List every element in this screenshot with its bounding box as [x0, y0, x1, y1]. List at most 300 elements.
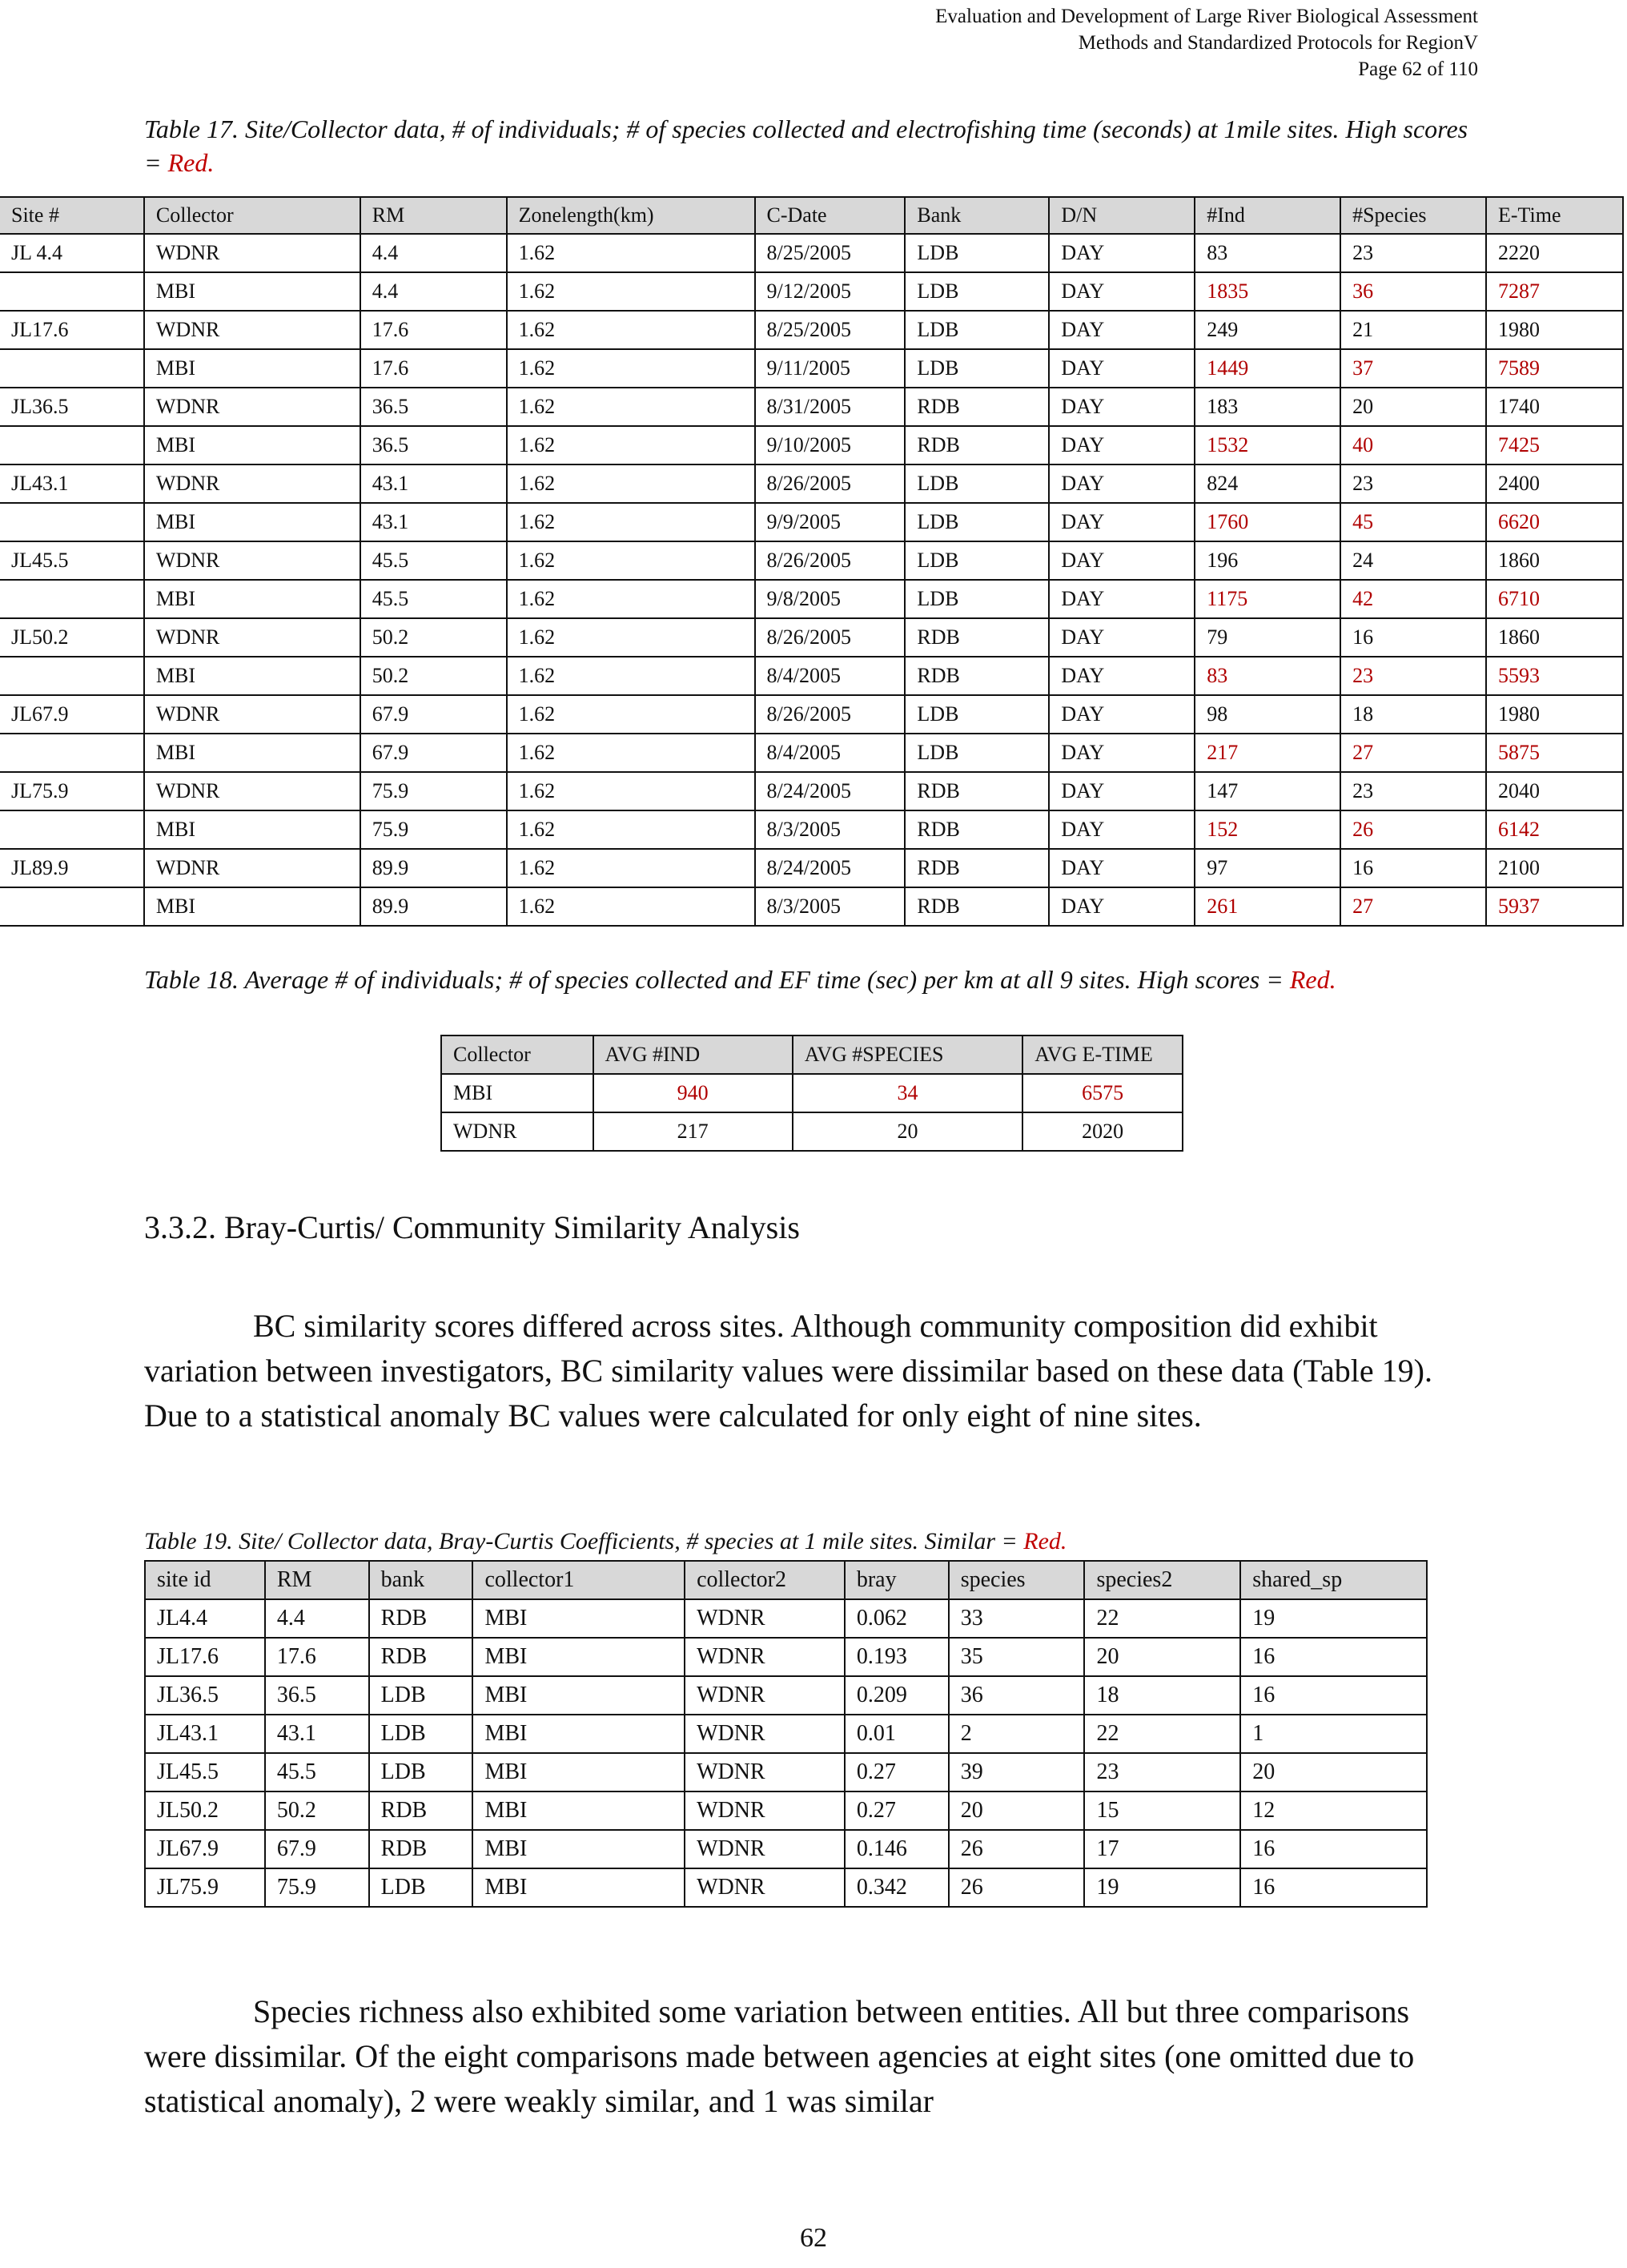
table-cell: 0.062	[845, 1599, 949, 1638]
paragraph-species-richness: Species richness also exhibited some variation between entities. All but three comparisons were dissimilar. Of the eight comparisons made between agencies at eight sites (one omitted due to statistical anomaly), 2 were weakly similar, and 1 was similar	[144, 1993, 1415, 2119]
table-cell: 940	[593, 1074, 793, 1112]
table18-caption: Table 18. Average # of individuals; # of species collected and EF time (sec) per km at all 9 sites. High scores = Red.	[144, 965, 1336, 994]
column-header: AVG E-TIME	[1022, 1035, 1183, 1074]
table-cell: 89.9	[360, 887, 507, 926]
table-cell: DAY	[1049, 272, 1195, 311]
table-cell: 1.62	[507, 734, 755, 772]
table-row	[145, 1638, 1427, 1676]
table-cell: 1.62	[507, 503, 755, 541]
table-cell: DAY	[1049, 349, 1195, 388]
table-cell: 6575	[1022, 1074, 1183, 1112]
table-cell: RDB	[905, 426, 1049, 464]
table-cell: 824	[1195, 464, 1340, 503]
table-cell: 97	[1195, 849, 1340, 887]
table-cell: JL89.9	[0, 849, 144, 887]
table-cell: MBI	[472, 1753, 685, 1791]
table-cell: MBI	[472, 1868, 685, 1907]
page-number: 62	[800, 2223, 827, 2253]
table-cell: LDB	[905, 464, 1049, 503]
table-cell: MBI	[144, 503, 360, 541]
table-cell: DAY	[1049, 541, 1195, 580]
table-cell: JL75.9	[145, 1868, 265, 1907]
table-cell: JL 4.4	[0, 234, 144, 272]
section-heading: 3.3.2. Bray-Curtis/ Community Similarity Analysis	[144, 1209, 800, 1245]
table-cell: 1.62	[507, 272, 755, 311]
table-cell: 1.62	[507, 541, 755, 580]
table-cell: 1.62	[507, 426, 755, 464]
table-cell: 27	[1340, 887, 1486, 926]
table-cell: 17.6	[265, 1638, 369, 1676]
running-header	[935, 3, 1478, 82]
table-cell: DAY	[1049, 618, 1195, 657]
table-cell: 16	[1340, 849, 1486, 887]
column-header: Collector	[144, 197, 360, 234]
table-cell: 1.62	[507, 849, 755, 887]
table-cell	[0, 734, 144, 772]
table-cell: 5875	[1486, 734, 1623, 772]
table-cell: WDNR	[441, 1112, 593, 1151]
table-cell: 1980	[1486, 311, 1623, 349]
table-row	[0, 464, 1623, 503]
table-cell: RDB	[905, 887, 1049, 926]
table-cell: WDNR	[144, 849, 360, 887]
table-row	[0, 849, 1623, 887]
table-cell: 2100	[1486, 849, 1623, 887]
table-cell: DAY	[1049, 849, 1195, 887]
table-cell: 18	[1340, 695, 1486, 734]
column-header: Collector	[441, 1035, 593, 1074]
table-cell: MBI	[144, 887, 360, 926]
table-cell: WDNR	[144, 772, 360, 810]
table-row	[0, 541, 1623, 580]
table-cell: 23	[1340, 234, 1486, 272]
table-17	[0, 196, 1624, 927]
table-cell: 7425	[1486, 426, 1623, 464]
table-cell: 2220	[1486, 234, 1623, 272]
table-cell: 7287	[1486, 272, 1623, 311]
table-cell: 67.9	[360, 734, 507, 772]
table-cell: 261	[1195, 887, 1340, 926]
table-cell: WDNR	[685, 1791, 845, 1830]
table-cell: 9/12/2005	[755, 272, 906, 311]
table-row	[145, 1715, 1427, 1753]
table-cell: MBI	[472, 1638, 685, 1676]
table-cell: WDNR	[685, 1868, 845, 1907]
column-header: RM	[265, 1561, 369, 1599]
column-header: D/N	[1049, 197, 1195, 234]
table-cell: 21	[1340, 311, 1486, 349]
table-cell: 0.209	[845, 1676, 949, 1715]
column-header: Zonelength(km)	[507, 197, 755, 234]
table-cell: LDB	[905, 541, 1049, 580]
table-cell: 67.9	[265, 1830, 369, 1868]
table-cell: JL45.5	[145, 1753, 265, 1791]
column-header: collector2	[685, 1561, 845, 1599]
table-cell: WDNR	[685, 1676, 845, 1715]
table-cell: 16	[1240, 1830, 1427, 1868]
table-cell: WDNR	[144, 541, 360, 580]
table-row	[145, 1599, 1427, 1638]
table-cell: JL45.5	[0, 541, 144, 580]
table-cell: JL67.9	[145, 1830, 265, 1868]
table-cell: 9/10/2005	[755, 426, 906, 464]
table-cell: DAY	[1049, 388, 1195, 426]
table-cell: 196	[1195, 541, 1340, 580]
table-cell: 24	[1340, 541, 1486, 580]
table-cell: 8/24/2005	[755, 772, 906, 810]
table-cell: 1532	[1195, 426, 1340, 464]
table-row	[0, 887, 1623, 926]
column-header: E-Time	[1486, 197, 1623, 234]
table-row	[145, 1753, 1427, 1791]
table-cell: 1.62	[507, 772, 755, 810]
table-cell	[0, 272, 144, 311]
table-row	[0, 311, 1623, 349]
table-cell: LDB	[369, 1868, 473, 1907]
table-cell: RDB	[369, 1599, 473, 1638]
column-header: AVG #SPECIES	[793, 1035, 1022, 1074]
table-cell: 36	[949, 1676, 1085, 1715]
table-cell: 45.5	[360, 541, 507, 580]
table-cell: 18	[1084, 1676, 1240, 1715]
column-header: Site #	[0, 197, 144, 234]
table-cell: 16	[1240, 1868, 1427, 1907]
table-cell: 20	[1340, 388, 1486, 426]
table-cell: 20	[793, 1112, 1022, 1151]
table-cell: 4.4	[265, 1599, 369, 1638]
table-row	[145, 1791, 1427, 1830]
table18-header-row	[441, 1035, 1183, 1074]
table-row	[0, 234, 1623, 272]
table-cell: 2400	[1486, 464, 1623, 503]
table-cell: 43.1	[360, 464, 507, 503]
table-cell: 16	[1240, 1638, 1427, 1676]
table-cell: LDB	[905, 503, 1049, 541]
table-cell: 0.193	[845, 1638, 949, 1676]
column-header: species2	[1084, 1561, 1240, 1599]
table-cell: 1.62	[507, 618, 755, 657]
table-cell: WDNR	[685, 1715, 845, 1753]
column-header: shared_sp	[1240, 1561, 1427, 1599]
table-cell: JL50.2	[0, 618, 144, 657]
header-line-1: Evaluation and Development of Large River Biological Assessment	[935, 6, 1478, 27]
table-cell: 20	[1084, 1638, 1240, 1676]
table-cell: 83	[1195, 657, 1340, 695]
table-cell: 40	[1340, 426, 1486, 464]
table-cell: JL75.9	[0, 772, 144, 810]
table-cell: 249	[1195, 311, 1340, 349]
table-cell: 50.2	[265, 1791, 369, 1830]
column-header: collector1	[472, 1561, 685, 1599]
table-19	[144, 1560, 1428, 1908]
table-cell	[0, 887, 144, 926]
table-cell: 0.342	[845, 1868, 949, 1907]
header-page: Page 62 of 110	[1358, 58, 1478, 80]
table-cell: RDB	[905, 772, 1049, 810]
table-cell: 26	[949, 1830, 1085, 1868]
table-cell: 2040	[1486, 772, 1623, 810]
table-cell	[0, 426, 144, 464]
table-cell: 147	[1195, 772, 1340, 810]
table-cell: 152	[1195, 810, 1340, 849]
table-cell: MBI	[144, 657, 360, 695]
table-cell: 8/4/2005	[755, 657, 906, 695]
table-cell: 0.01	[845, 1715, 949, 1753]
table-cell: MBI	[472, 1599, 685, 1638]
table17-caption: Table 17. Site/Collector data, # of individuals; # of species collected and electrofishing time (seconds) at 1mile sites. High scores = Red.	[144, 115, 1468, 177]
table-cell: 9/11/2005	[755, 349, 906, 388]
table-cell: WDNR	[144, 234, 360, 272]
table-cell: 7589	[1486, 349, 1623, 388]
table-cell: DAY	[1049, 503, 1195, 541]
table-cell: 83	[1195, 234, 1340, 272]
table-cell	[0, 580, 144, 618]
table-cell: 20	[949, 1791, 1085, 1830]
table-cell: DAY	[1049, 234, 1195, 272]
table-cell: 0.27	[845, 1791, 949, 1830]
table-cell: 22	[1084, 1715, 1240, 1753]
table-cell: DAY	[1049, 695, 1195, 734]
table17-header-row	[0, 197, 1623, 234]
table-cell: 20	[1240, 1753, 1427, 1791]
table-cell: 89.9	[360, 849, 507, 887]
table-row	[145, 1868, 1427, 1907]
table-cell: RDB	[369, 1638, 473, 1676]
column-header: #Species	[1340, 197, 1486, 234]
table-cell: 34	[793, 1074, 1022, 1112]
table-cell: 17.6	[360, 311, 507, 349]
table-cell: 8/25/2005	[755, 234, 906, 272]
table-cell: RDB	[905, 657, 1049, 695]
table19-caption: Table 19. Site/ Collector data, Bray-Curtis Coefficients, # species at 1 mile sites. Similar = Red.	[144, 1528, 1067, 1554]
table-row	[0, 734, 1623, 772]
table-cell: 5593	[1486, 657, 1623, 695]
table-row	[0, 810, 1623, 849]
table-cell: 2020	[1022, 1112, 1183, 1151]
header-line-2: Methods and Standardized Protocols for RegionV	[1078, 32, 1478, 54]
table-cell: 12	[1240, 1791, 1427, 1830]
table-cell: LDB	[905, 734, 1049, 772]
table-cell: 36.5	[265, 1676, 369, 1715]
table-cell: WDNR	[144, 388, 360, 426]
table-cell: RDB	[905, 849, 1049, 887]
table-cell: 1.62	[507, 311, 755, 349]
paragraph-bc-similarity: BC similarity scores differed across sites. Although community composition did exhibit variation between investigators, BC similarity values were dissimilar based on these data (Table 19). Due to a statistical anomaly BC values were calculated for only eight of nine sites.	[144, 1308, 1432, 1434]
table-cell: WDNR	[685, 1599, 845, 1638]
table-cell: RDB	[369, 1830, 473, 1868]
table-row	[0, 580, 1623, 618]
table-row	[0, 426, 1623, 464]
table-cell: 1980	[1486, 695, 1623, 734]
table-cell: LDB	[905, 349, 1049, 388]
table-cell: 26	[949, 1868, 1085, 1907]
table-cell: 1449	[1195, 349, 1340, 388]
table-row	[0, 503, 1623, 541]
table-cell: 1.62	[507, 349, 755, 388]
column-header: Bank	[905, 197, 1049, 234]
table-cell	[0, 503, 144, 541]
table-cell: 22	[1084, 1599, 1240, 1638]
table-cell: LDB	[369, 1676, 473, 1715]
table-cell: 1.62	[507, 695, 755, 734]
table-cell: MBI	[144, 734, 360, 772]
table-cell: 2	[949, 1715, 1085, 1753]
table-cell	[0, 349, 144, 388]
table-18	[440, 1035, 1183, 1152]
table-cell: 0.146	[845, 1830, 949, 1868]
table-cell: 8/3/2005	[755, 810, 906, 849]
table-cell: 1.62	[507, 657, 755, 695]
table-cell: 1.62	[507, 388, 755, 426]
table-cell: 27	[1340, 734, 1486, 772]
table-cell: 23	[1340, 657, 1486, 695]
table-cell: MBI	[472, 1830, 685, 1868]
table-cell: 217	[593, 1112, 793, 1151]
table-cell: MBI	[472, 1676, 685, 1715]
table-cell: WDNR	[144, 618, 360, 657]
table-cell: 8/26/2005	[755, 464, 906, 503]
table-cell: 8/26/2005	[755, 695, 906, 734]
table-cell: JL36.5	[0, 388, 144, 426]
table-cell: DAY	[1049, 580, 1195, 618]
table-cell: 1740	[1486, 388, 1623, 426]
table-cell: JL50.2	[145, 1791, 265, 1830]
table-cell: 9/8/2005	[755, 580, 906, 618]
table-cell	[0, 810, 144, 849]
table-cell: 37	[1340, 349, 1486, 388]
table-cell: 67.9	[360, 695, 507, 734]
table-row	[441, 1112, 1183, 1151]
table-row	[0, 349, 1623, 388]
table-cell: 8/31/2005	[755, 388, 906, 426]
table-cell: MBI	[144, 426, 360, 464]
table-cell: MBI	[472, 1791, 685, 1830]
table-cell: RDB	[905, 388, 1049, 426]
column-header: bank	[369, 1561, 473, 1599]
table-row	[0, 388, 1623, 426]
table-cell: 1.62	[507, 580, 755, 618]
table-cell: 75.9	[265, 1868, 369, 1907]
table-cell: LDB	[905, 695, 1049, 734]
table-cell: 8/26/2005	[755, 541, 906, 580]
table-cell: 75.9	[360, 772, 507, 810]
table-cell: 36.5	[360, 426, 507, 464]
table-cell: 23	[1084, 1753, 1240, 1791]
table-cell: 45	[1340, 503, 1486, 541]
table-cell: 217	[1195, 734, 1340, 772]
table-cell: 1175	[1195, 580, 1340, 618]
column-header: species	[949, 1561, 1085, 1599]
table-cell: 8/24/2005	[755, 849, 906, 887]
table-cell: 0.27	[845, 1753, 949, 1791]
column-header: C-Date	[755, 197, 906, 234]
table-row	[145, 1830, 1427, 1868]
table-cell: 1.62	[507, 464, 755, 503]
table-cell: 15	[1084, 1791, 1240, 1830]
table-cell: 6142	[1486, 810, 1623, 849]
table-cell: DAY	[1049, 772, 1195, 810]
table-cell: 1.62	[507, 234, 755, 272]
table-cell: JL43.1	[0, 464, 144, 503]
table-cell: JL17.6	[145, 1638, 265, 1676]
table-cell: 8/3/2005	[755, 887, 906, 926]
table-cell: 5937	[1486, 887, 1623, 926]
table-cell: 8/25/2005	[755, 311, 906, 349]
table-cell: DAY	[1049, 887, 1195, 926]
table-cell: 39	[949, 1753, 1085, 1791]
table-cell: 8/4/2005	[755, 734, 906, 772]
table-cell: 75.9	[360, 810, 507, 849]
table-cell: 35	[949, 1638, 1085, 1676]
table-cell: LDB	[369, 1715, 473, 1753]
table-cell: JL36.5	[145, 1676, 265, 1715]
table-cell: DAY	[1049, 810, 1195, 849]
table-cell: 1835	[1195, 272, 1340, 311]
table-row	[0, 695, 1623, 734]
table-cell: 43.1	[265, 1715, 369, 1753]
table-cell: 79	[1195, 618, 1340, 657]
table-cell: DAY	[1049, 311, 1195, 349]
table-cell: 1860	[1486, 541, 1623, 580]
table-cell: 4.4	[360, 272, 507, 311]
table-cell: 45.5	[360, 580, 507, 618]
table-cell: 1860	[1486, 618, 1623, 657]
table-row	[145, 1676, 1427, 1715]
table-cell: 1	[1240, 1715, 1427, 1753]
table-cell: 23	[1340, 464, 1486, 503]
table-cell: 33	[949, 1599, 1085, 1638]
table-cell: RDB	[905, 618, 1049, 657]
table19-header-row	[145, 1561, 1427, 1599]
table-cell: 19	[1240, 1599, 1427, 1638]
table-cell: JL17.6	[0, 311, 144, 349]
column-header: site id	[145, 1561, 265, 1599]
table-cell: 8/26/2005	[755, 618, 906, 657]
table-cell: MBI	[144, 349, 360, 388]
table-cell: MBI	[472, 1715, 685, 1753]
table-cell: 6710	[1486, 580, 1623, 618]
table-cell: DAY	[1049, 734, 1195, 772]
column-header: RM	[360, 197, 507, 234]
table-cell: MBI	[144, 272, 360, 311]
table-cell: 16	[1340, 618, 1486, 657]
table-cell: LDB	[905, 580, 1049, 618]
table-row	[0, 272, 1623, 311]
table-cell: WDNR	[685, 1753, 845, 1791]
table-cell: WDNR	[144, 695, 360, 734]
table-cell: JL67.9	[0, 695, 144, 734]
table-cell: 26	[1340, 810, 1486, 849]
table-cell: 1.62	[507, 887, 755, 926]
table-cell: 36.5	[360, 388, 507, 426]
table-cell	[0, 657, 144, 695]
table-cell: 183	[1195, 388, 1340, 426]
table-cell: 17	[1084, 1830, 1240, 1868]
table-cell: 4.4	[360, 234, 507, 272]
table-cell: MBI	[144, 810, 360, 849]
table-cell: 17.6	[360, 349, 507, 388]
table-cell: JL4.4	[145, 1599, 265, 1638]
table-cell: 50.2	[360, 657, 507, 695]
table-cell: 50.2	[360, 618, 507, 657]
table-cell: LDB	[369, 1753, 473, 1791]
table-cell: 45.5	[265, 1753, 369, 1791]
table-row	[0, 772, 1623, 810]
table-row	[441, 1074, 1183, 1112]
table-cell: 19	[1084, 1868, 1240, 1907]
table-cell: 36	[1340, 272, 1486, 311]
table-cell: RDB	[369, 1791, 473, 1830]
